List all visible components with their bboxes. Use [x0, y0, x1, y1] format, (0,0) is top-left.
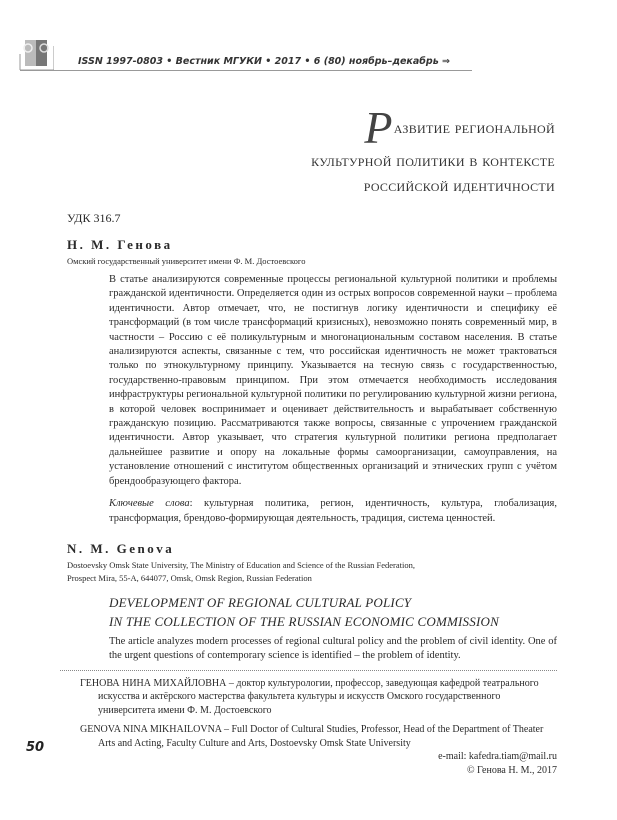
page-number: 50 — [26, 740, 45, 755]
author-name-ru: Н. М. Генова — [67, 237, 173, 252]
affiliation-line: Dostoevsky Omsk State University, The Ministry of Education and Science of the Russian Federation, — [67, 559, 415, 570]
title-line — [67, 102, 555, 153]
abstract-ru: В статье анализируются современные процессы региональной культурной политики и проблемы гражданской идентичности. Определяется один из острых вопросов современной науки – проблема идентичности. Автор отмечает, что, не постигнув логику идентичности и специфику её трансформаций (в том числе трансформаций кризисных), невозможно понять современный мир, в частности – Россию с её поликультурным и многонациональным составом населения. В статье анализируются аспекты, связанные с тем, что российская идентичность не может трактоваться только по этнокультурному принципу. Указывается на тесную связь с государственностью, государственно-правовым принципом. При этом отмечается необходимость исследования инфраструктуры региональной культурной политики по регулированию культурной жизни региона, в которой человек воспринимает и оценивает действительность и вырабатывает собственную гражданскую позицию. Рассматриваются также вопросы, связанные с упрочением гражданской идентичности. Автор указывает, что стратегия культурной политики региона предполагает дальнейшее развитие и опору на локальные формы самоорганизации, самоуправления, на установление отношений с институтом общественных организаций и этнических групп с учётом брендообразующего фактора. — [109, 274, 557, 487]
author-bio-ru: ГЕНОВА НИНА МИХАЙЛОВНА – доктор культурологии, профессор, заведующая кафедрой театрального искусства и актёрского мастерства факультета культуры и искусств Омского государственного университета имени Ф. М. Достоевского — [80, 677, 539, 716]
keywords-label: Ключевые слова — [109, 498, 190, 510]
author-email[interactable]: e-mail: kafedra.tiam@mail.ru — [438, 751, 557, 763]
title-line-text: азвитие региональной — [393, 118, 555, 137]
author-name-en: N. M. Genova — [67, 540, 175, 556]
title-en-line: DEVELOPMENT OF REGIONAL CULTURAL POLICY — [109, 594, 412, 610]
affiliation-line: Prospect Mira, 55-A, 644077, Omsk, Omsk Region, Russian Federation — [67, 572, 312, 583]
affiliation-en — [67, 559, 557, 585]
header-divider — [20, 70, 472, 71]
affiliation-ru: Омский государственный университет имени Ф. М. Достоевского — [67, 256, 306, 266]
author-bio-en: GENOVA NINA MIKHAILOVNA – Full Doctor of Cultural Studies, Professor, Head of the Department of Theater Arts and Acting, Faculty Culture and Arts, Dostoevsky Omsk State University — [80, 724, 544, 749]
title-line: культурной политики в контексте — [311, 151, 555, 170]
udk-code: УДК 316.7 — [67, 211, 121, 225]
article-title — [67, 102, 557, 198]
abstract-en: The article analyzes modern processes of regional cultural policy and the problem of civil identity. One of the urgent questions of contemporary science is identified – the problem of identity. — [109, 635, 557, 662]
title-line: российской идентичности — [363, 176, 555, 195]
article-column — [67, 102, 557, 777]
journal-logo-icon — [18, 40, 54, 72]
keywords-ru — [109, 497, 557, 526]
copyright: © Генова Н. М., 2017 — [466, 764, 557, 776]
keywords-text: : культурная политика, регион, идентичность, культура, глобализация, трансформация, брендово-формирующая деятельность, традиция, система ценностей. — [109, 498, 557, 524]
running-head: ISSN 1997-0803 • Вестник МГУКИ • 2017 • 6 (80) ноябрь–декабрь ⇒ — [78, 56, 450, 67]
dotted-divider — [60, 670, 557, 671]
title-en — [109, 593, 557, 631]
title-en-line: IN THE COLLECTION OF THE RUSSIAN ECONOMIC COMMISSION — [109, 613, 499, 629]
title-initial: Р — [364, 102, 393, 153]
